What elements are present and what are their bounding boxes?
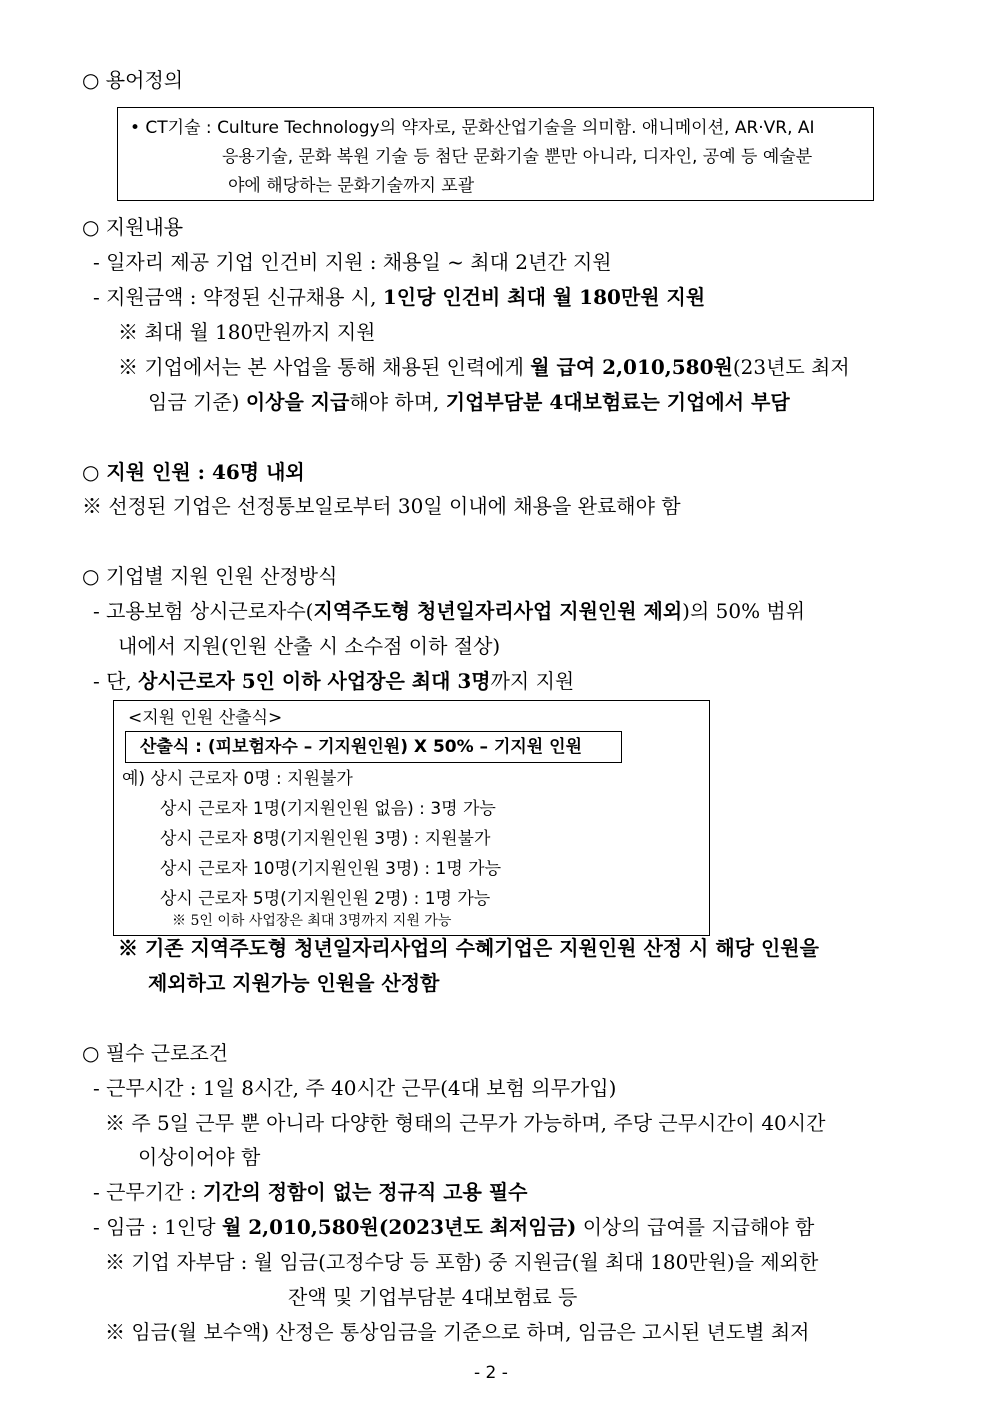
note-wage-calculation: ※ 임금(월 보수액) 산정은 통상임금을 기준으로 하며, 임금은 고시된 년도별 최저 (105, 1320, 810, 1344)
note-connector: 해야 하며, (349, 390, 446, 414)
page-number: - 2 - (474, 1363, 508, 1383)
ct-definition-line3: 야에 해당하는 문화기술까지 포괄 (228, 176, 475, 196)
method-but: - 단, (93, 669, 139, 693)
note-work-types-line1: ※ 주 5일 근무 뿐 아니라 다양한 형태의 근무가 가능하며, 주당 근무시간이 40시간 (105, 1111, 826, 1135)
method-line1 (93, 597, 805, 625)
example-3: 상시 근로자 10명(기지원인원 3명) : 1명 가능 (160, 859, 502, 879)
note-self-burden-line1: ※ 기업 자부담 : 월 임금(고정수당 등 포함) 중 지원금(월 최대 180만원)을 제외한 (105, 1250, 819, 1274)
method-line2: 내에서 지원(인원 산출 시 소수점 이하 절상) (118, 634, 501, 658)
formula-text: 산출식 : (피보험자수 – 기지원인원) X 50% – 기지원 인원 (140, 737, 582, 757)
wage-label: - 임금 : 1인당 (93, 1215, 222, 1239)
note-salary-text: ※ 기업에서는 본 사업을 통해 채용된 인력에게 (118, 355, 531, 379)
section-title-support-headcount: ○ 지원 인원 : 46명 내외 (82, 460, 305, 484)
note-work-types-line2: 이상이어야 함 (138, 1145, 261, 1169)
section-title-working-conditions: ○ 필수 근로조건 (82, 1041, 229, 1065)
note-hiring-deadline: ※ 선정된 기업은 선정통보일로부터 30일 이내에 채용을 완료해야 함 (82, 494, 681, 518)
note-salary-line2 (148, 388, 790, 416)
note-existing-beneficiary-line1: ※ 기존 지역주도형 청년일자리사업의 수혜기업은 지원인원 산정 시 해당 인원을 (118, 936, 819, 960)
section-title-support-content: ○ 지원내용 (82, 215, 184, 239)
note-salary-basis: (23년도 최저 (732, 355, 850, 379)
amount-label: - 지원금액 : 약정된 신규채용 시, (93, 285, 383, 309)
note-pay-above: 이상을 지급 (245, 390, 350, 414)
example-4: 상시 근로자 5명(기지원인원 2명) : 1명 가능 (160, 889, 491, 909)
condition-wage (93, 1213, 814, 1241)
section-title-headcount-method: ○ 기업별 지원 인원 산정방식 (82, 564, 338, 588)
note-insurance-burden: 기업부담분 4대보험료는 기업에서 부담 (445, 390, 790, 414)
ct-definition-line1: • CT기술 : Culture Technology의 약자로, 문화산업기술을 의미함. 애니메이션, AR·VR, AI (130, 118, 815, 138)
note-salary-line1 (118, 353, 850, 381)
amount-value: 1인당 인건비 최대 월 180만원 지원 (382, 285, 706, 309)
note-max-monthly: ※ 최대 월 180만원까지 지원 (118, 320, 376, 344)
method-text: - 고용보험 상시근로자수( (93, 599, 314, 623)
example-2: 상시 근로자 8명(기지원인원 3명) : 지원불가 (160, 829, 491, 849)
condition-working-hours: - 근무시간 : 1일 8시간, 주 40시간 근무(4대 보험 의무가입) (93, 1076, 617, 1100)
period-value: 기간의 정함이 없는 정규직 고용 필수 (202, 1180, 528, 1204)
example-0: 예) 상시 근로자 0명 : 지원불가 (122, 769, 353, 789)
method-exclusion: 지역주도형 청년일자리사업 지원인원 제외 (313, 599, 683, 623)
note-basis-text: 임금 기준) (148, 390, 246, 414)
condition-employment-period (93, 1178, 527, 1206)
support-item-amount (93, 283, 705, 311)
example-1: 상시 근로자 1명(기지원인원 없음) : 3명 가능 (160, 799, 496, 819)
support-item-labor-cost: - 일자리 제공 기업 인건비 지원 : 채용일 ~ 최대 2년간 지원 (93, 250, 612, 274)
section-title-definitions: ○ 용어정의 (82, 68, 184, 92)
note-self-burden-line2: 잔액 및 기업부담분 4대보험료 등 (288, 1285, 578, 1309)
method-small-business: 상시근로자 5인 이하 사업장은 최대 3명 (138, 669, 491, 693)
example-note: ※ 5인 이하 사업장은 최대 3명까지 지원 가능 (172, 913, 452, 929)
note-existing-beneficiary-line2: 제외하고 지원가능 인원을 산정함 (148, 971, 440, 995)
formula-box-title: <지원 인원 산출식> (128, 708, 283, 728)
method-range: )의 50% 범위 (682, 599, 806, 623)
ct-definition-line2: 응용기술, 문화 복원 기술 등 첨단 문화기술 뿐만 아니라, 디자인, 공예 등 예술분 (222, 147, 813, 167)
wage-value: 월 2,010,580원(2023년도 최저임금) (221, 1215, 577, 1239)
period-label: - 근무기간 : (93, 1180, 203, 1204)
note-salary-amount: 월 급여 2,010,580원 (530, 355, 733, 379)
method-support-until: 까지 지원 (490, 669, 575, 693)
wage-requirement: 이상의 급여를 지급해야 함 (576, 1215, 815, 1239)
method-line3 (93, 667, 574, 695)
